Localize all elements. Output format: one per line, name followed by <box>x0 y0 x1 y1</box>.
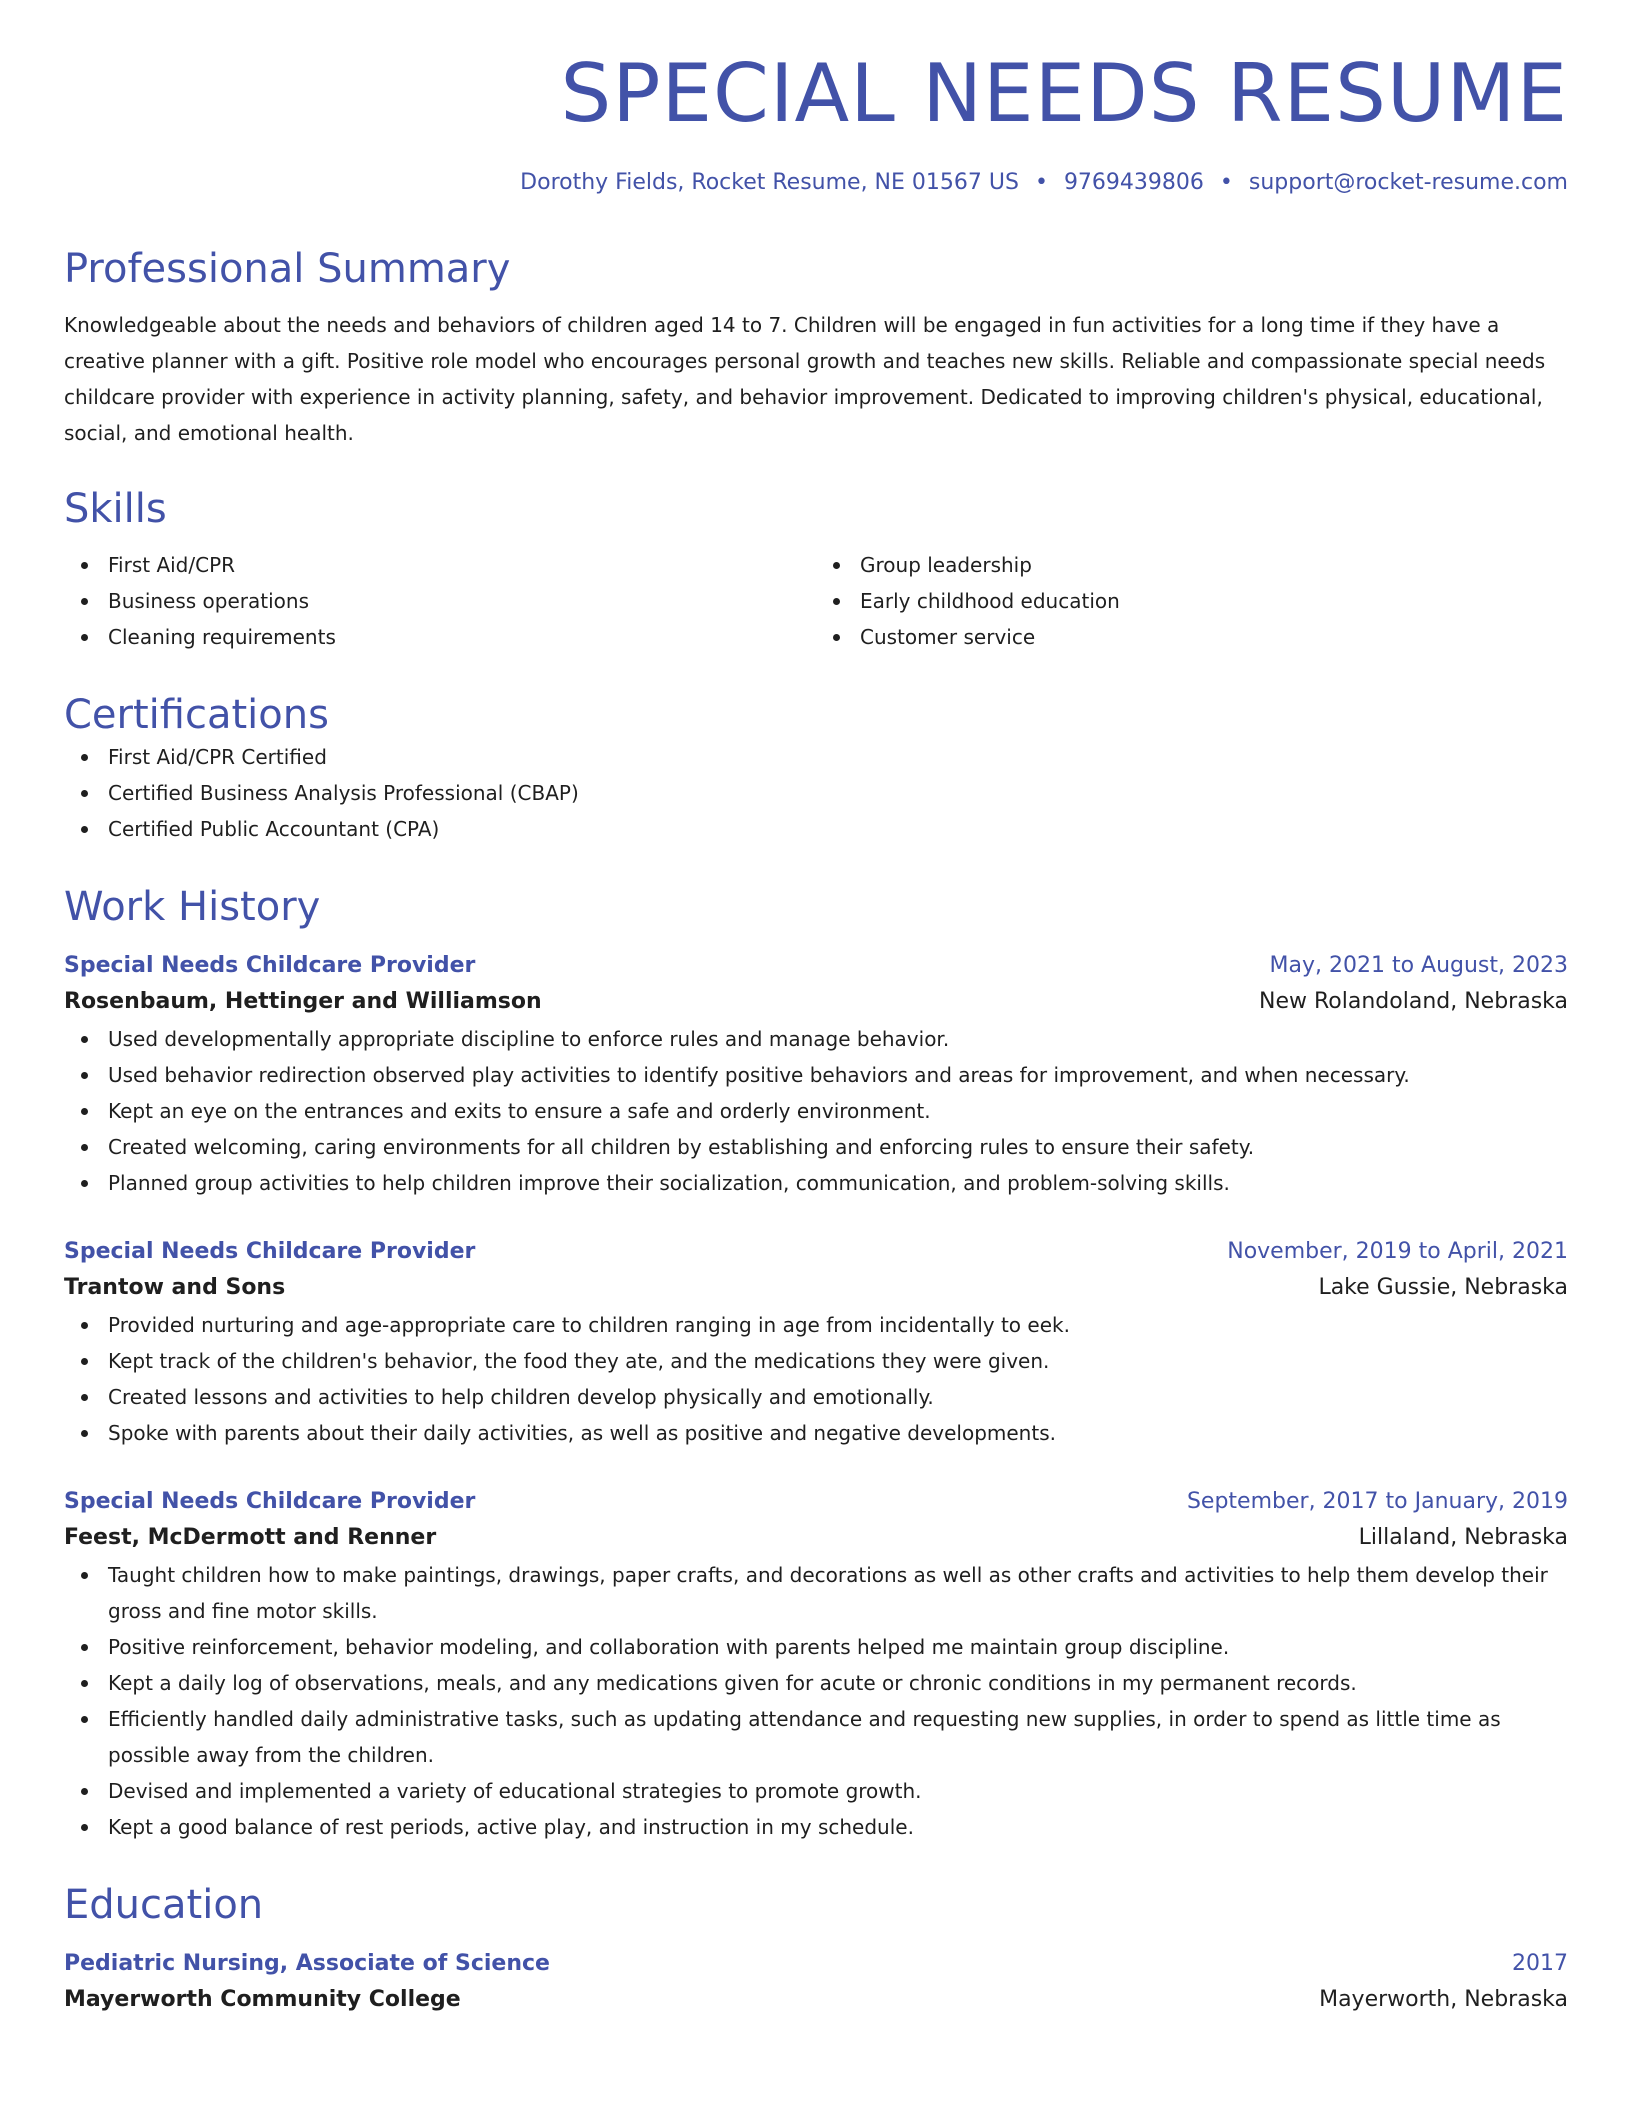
job-dates: May, 2021 to August, 2023 <box>1269 953 1568 978</box>
job-duty-item: Kept a daily log of observations, meals, and any medications given for acute or chronic conditions in my permanent records. <box>64 1665 1568 1701</box>
education-location: Mayerworth, Nebraska <box>1319 1987 1568 2012</box>
job-duty-item: Used behavior redirection observed play activities to identify positive behaviors and areas for improvement, and when necessary. <box>64 1057 1568 1093</box>
job-header-row <box>64 949 1568 983</box>
job-location: New Rolandoland, Nebraska <box>1259 989 1568 1014</box>
education-section <box>64 1881 1568 2019</box>
certification-item: Certified Public Accountant (CPA) <box>64 811 1568 847</box>
job-duty-item: Positive reinforcement, behavior modeling, and collaboration with parents helped me maintain group discipline. <box>64 1629 1568 1665</box>
certification-item: Certified Business Analysis Professional (CBAP) <box>64 775 1568 811</box>
skill-item: Group leadership <box>816 547 1568 583</box>
contact-email: support@rocket-resume.com <box>1248 170 1568 195</box>
skill-item: Customer service <box>816 619 1568 655</box>
summary-heading: Professional Summary <box>64 246 511 292</box>
skills-list-left <box>64 547 816 655</box>
education-school: Mayerworth Community College <box>64 1987 461 2012</box>
skill-item: First Aid/CPR <box>64 547 816 583</box>
job-title: Special Needs Childcare Provider <box>64 1489 476 1514</box>
contact-separator: • <box>1034 170 1048 195</box>
job-duties-list <box>64 1557 1568 1845</box>
education-header-row <box>64 1947 1568 1981</box>
job-duties-list <box>64 1021 1568 1201</box>
job-duty-item: Kept track of the children's behavior, the food they ate, and the medications they were given. <box>64 1343 1568 1379</box>
job-duty-item: Provided nurturing and age-appropriate care to children ranging in age from incidentally to eek. <box>64 1307 1568 1343</box>
contact-phone: 9769439806 <box>1063 170 1204 195</box>
skills-column-right <box>816 547 1568 655</box>
job-company: Feest, McDermott and Renner <box>64 1525 437 1550</box>
job-duty-item: Efficiently handled daily administrative tasks, such as updating attendance and requesting new supplies, in order to spend as little time as possible away from the children. <box>64 1701 1568 1773</box>
job-duty-item: Spoke with parents about their daily activities, as well as positive and negative developments. <box>64 1415 1568 1451</box>
job-company-row <box>64 1269 1568 1307</box>
job-duty-item: Devised and implemented a variety of educational strategies to promote growth. <box>64 1773 1568 1809</box>
job-location: Lake Gussie, Nebraska <box>1318 1275 1568 1300</box>
certifications-section <box>64 691 1568 847</box>
education-degree: Pediatric Nursing, Associate of Science <box>64 1951 550 1976</box>
job-title: Special Needs Childcare Provider <box>64 953 476 978</box>
job-company-row <box>64 1519 1568 1557</box>
job-entry <box>64 949 1568 1201</box>
certifications-list <box>64 739 1568 847</box>
job-duties-list <box>64 1307 1568 1451</box>
skills-list-right <box>816 547 1568 655</box>
skill-item: Early childhood education <box>816 583 1568 619</box>
job-duty-item: Kept a good balance of rest periods, active play, and instruction in my schedule. <box>64 1809 1568 1845</box>
summary-section <box>64 245 1568 451</box>
resume-title: SPECIAL NEEDS RESUME <box>560 47 1568 140</box>
skills-section <box>64 485 1568 655</box>
job-company: Trantow and Sons <box>64 1275 286 1300</box>
job-header-row <box>64 1485 1568 1519</box>
job-location: Lillaland, Nebraska <box>1358 1525 1568 1550</box>
job-duty-item: Kept an eye on the entrances and exits to ensure a safe and orderly environment. <box>64 1093 1568 1129</box>
contact-address: Dorothy Fields, Rocket Resume, NE 01567 US <box>520 170 1019 195</box>
education-heading: Education <box>64 1882 264 1928</box>
skill-item: Business operations <box>64 583 816 619</box>
job-duty-item: Planned group activities to help children improve their socialization, communication, and problem-solving skills. <box>64 1165 1568 1201</box>
job-title: Special Needs Childcare Provider <box>64 1239 476 1264</box>
job-entry <box>64 1485 1568 1845</box>
job-company-row <box>64 983 1568 1021</box>
job-duty-item: Taught children how to make paintings, drawings, paper crafts, and decorations as well as other crafts and activities to help them develop their gross and fine motor skills. <box>64 1557 1568 1629</box>
summary-text: Knowledgeable about the needs and behaviors of children aged 14 to 7. Children will be engaged in fun activities for a long time if they have a creative planner with a gift. Positive role model who encourages personal growth and teaches new skills. Reliable and compassionate special needs childcare provider with experience in activity planning, safety, and behavior improvement. Dedicated to improving children's physical, educational, social, and emotional health. <box>64 313 1546 445</box>
job-duty-item: Created lessons and activities to help children develop physically and emotionally. <box>64 1379 1568 1415</box>
job-company: Rosenbaum, Hettinger and Williamson <box>64 989 542 1014</box>
work-history-heading: Work History <box>64 884 321 930</box>
job-entry <box>64 1235 1568 1451</box>
education-school-row <box>64 1981 1568 2019</box>
skills-grid <box>64 547 1568 655</box>
job-header-row <box>64 1235 1568 1269</box>
job-dates: September, 2017 to January, 2019 <box>1186 1489 1568 1514</box>
job-duty-item: Created welcoming, caring environments for all children by establishing and enforcing rules to ensure their safety. <box>64 1129 1568 1165</box>
contact-line <box>64 170 1568 195</box>
contact-separator: • <box>1219 170 1233 195</box>
education-year: 2017 <box>1512 1951 1568 1976</box>
certifications-heading: Certifications <box>64 692 329 738</box>
skill-item: Cleaning requirements <box>64 619 816 655</box>
skills-column-left <box>64 547 816 655</box>
skills-heading: Skills <box>64 486 167 532</box>
certification-item: First Aid/CPR Certified <box>64 739 1568 775</box>
job-duty-item: Used developmentally appropriate discipline to enforce rules and manage behavior. <box>64 1021 1568 1057</box>
education-entry <box>64 1947 1568 2019</box>
job-dates: November, 2019 to April, 2021 <box>1227 1239 1568 1264</box>
work-history-section <box>64 883 1568 1845</box>
